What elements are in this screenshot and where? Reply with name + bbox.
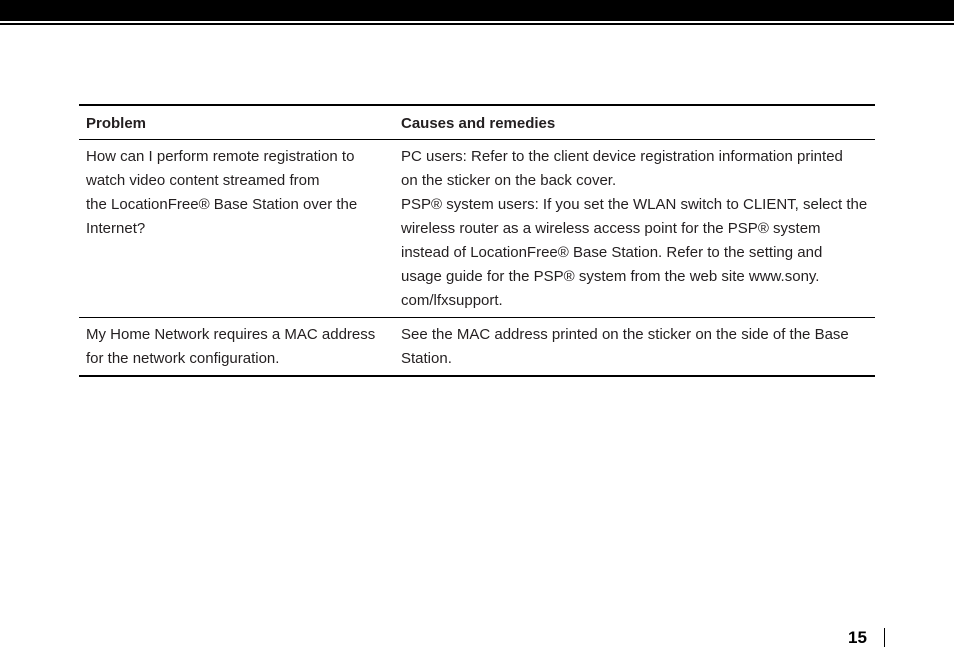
- troubleshooting-table: [79, 104, 875, 377]
- remedy-line: PC users: Refer to the client device registration information printed: [401, 148, 843, 165]
- problem-line: the LocationFree® Base Station over the: [86, 196, 358, 213]
- table-row: [79, 140, 875, 318]
- page-number-rule: [884, 628, 885, 647]
- remedy-cell: [394, 318, 875, 377]
- remedy-line: on the sticker on the back cover.: [401, 172, 617, 189]
- remedy-line: See the MAC address printed on the sticker on the side of the Base: [401, 326, 849, 343]
- header-causes-remedies: Causes and remedies: [394, 105, 875, 140]
- table-header-row: [79, 105, 875, 140]
- table-row: [79, 318, 875, 377]
- remedy-line: wireless router as a wireless access point for the PSP® system: [401, 220, 821, 237]
- page-number: 15: [848, 628, 867, 647]
- problem-line: My Home Network requires a MAC address: [86, 326, 376, 343]
- remedy-line: com/lfxsupport.: [401, 292, 503, 309]
- header-problem: Problem: [79, 105, 394, 140]
- problem-line: Internet?: [86, 220, 146, 237]
- remedy-line: Station.: [401, 350, 452, 367]
- problem-line: How can I perform remote registration to: [86, 148, 355, 165]
- remedy-cell: [394, 140, 875, 318]
- problem-cell: [79, 140, 394, 318]
- remedy-line: usage guide for the PSP® system from the web site www.sony.: [401, 268, 820, 285]
- header-rule: [0, 23, 954, 25]
- problem-line: for the network configuration.: [86, 350, 280, 367]
- remedy-line: instead of LocationFree® Base Station. Refer to the setting and: [401, 244, 823, 261]
- remedy-line: PSP® system users: If you set the WLAN switch to CLIENT, select the: [401, 196, 868, 213]
- problem-line: watch video content streamed from: [86, 172, 320, 189]
- problem-cell: [79, 318, 394, 377]
- header-bar: [0, 0, 954, 21]
